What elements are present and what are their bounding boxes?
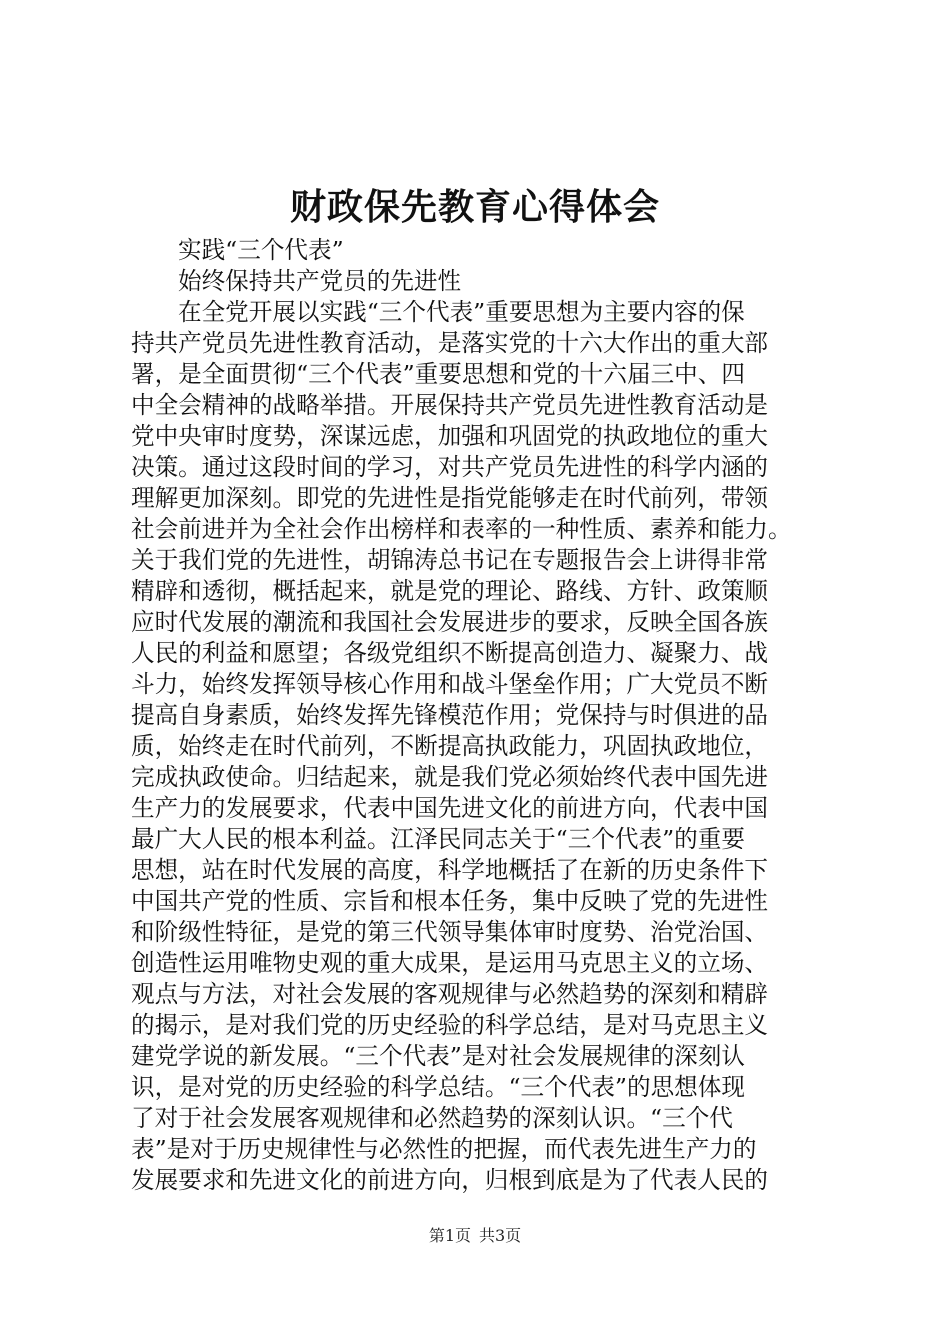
paragraph-line: 决策。通过这段时间的学习，对共产党员先进性的科学内涵的	[131, 453, 769, 481]
paragraph-line: 署，是全面贯彻“三个代表”重要思想和党的十六届三中、四	[131, 360, 745, 388]
paragraph-line: 斗力，始终发挥领导核心作用和战斗堡垒作用；广大党员不断	[131, 670, 769, 698]
paragraph-line: 观点与方法，对社会发展的客观规律与必然趋势的深刻和精辟	[131, 980, 769, 1008]
paragraph-line: 理解更加深刻。即党的先进性是指党能够走在时代前列，带领	[131, 484, 769, 512]
subtitle-line: 实践“三个代表”	[178, 236, 344, 264]
paragraph-line: 识，是对党的历史经验的科学总结。“三个代表”的思想体现	[131, 1073, 745, 1101]
paragraph-line: 创造性运用唯物史观的重大成果，是运用马克思主义的立场、	[131, 949, 769, 977]
paragraph-line: 思想，站在时代发展的高度，科学地概括了在新的历史条件下	[131, 856, 769, 884]
paragraph-line: 了对于社会发展客观规律和必然趋势的深刻认识。“三个代	[131, 1104, 733, 1132]
paragraph-line: 的揭示，是对我们党的历史经验的科学总结，是对马克思主义	[131, 1011, 769, 1039]
page-number: 第1页	[428, 1226, 471, 1245]
paragraph-line: 关于我们党的先进性，胡锦涛总书记在专题报告会上讲得非常	[131, 546, 769, 574]
paragraph-line: 在全党开展以实践“三个代表”重要思想为主要内容的保	[178, 298, 745, 326]
paragraph-line: 建党学说的新发展。“三个代表”是对社会发展规律的深刻认	[131, 1042, 745, 1070]
document-title: 财政保先教育心得体会	[289, 187, 660, 228]
paragraph-line: 发展要求和先进文化的前进方向，归根到底是为了代表人民的	[131, 1166, 769, 1194]
paragraph-line: 精辟和透彻，概括起来，就是党的理论、路线、方针、政策顺	[131, 577, 769, 605]
paragraph-line: 和阶级性特征，是党的第三代领导集体审时度势、治党治国、	[131, 918, 769, 946]
paragraph-line: 中全会精神的战略举措。开展保持共产党员先进性教育活动是	[131, 391, 769, 419]
paragraph-line: 社会前进并为全社会作出榜样和表率的一种性质、素养和能力。	[131, 515, 792, 543]
paragraph-line: 持共产党员先进性教育活动，是落实党的十六大作出的重大部	[131, 329, 769, 357]
paragraph-line: 中国共产党的性质、宗旨和根本任务，集中反映了党的先进性	[131, 887, 769, 915]
paragraph-line: 人民的利益和愿望；各级党组织不断提高创造力、凝聚力、战	[131, 639, 769, 667]
paragraph-line: 提高自身素质，始终发挥先锋模范作用；党保持与时俱进的品	[131, 701, 769, 729]
paragraph-line: 应时代发展的潮流和我国社会发展进步的要求，反映全国各族	[131, 608, 769, 636]
paragraph-line: 表”是对于历史规律性与必然性的把握，而代表先进生产力的	[131, 1135, 757, 1163]
subtitle-line: 始终保持共产党员的先进性	[178, 267, 462, 295]
page-total: 共3页	[479, 1226, 522, 1245]
paragraph-line: 完成执政使命。归结起来，就是我们党必须始终代表中国先进	[131, 763, 769, 791]
paragraph-line: 党中央审时度势，深谋远虑，加强和巩固党的执政地位的重大	[131, 422, 769, 450]
paragraph-line: 最广大人民的根本利益。江泽民同志关于“三个代表”的重要	[131, 825, 745, 853]
paragraph-line: 质，始终走在时代前列，不断提高执政能力，巩固执政地位，	[131, 732, 769, 760]
document-body	[131, 235, 831, 1196]
paragraph-line: 生产力的发展要求，代表中国先进文化的前进方向，代表中国	[131, 794, 769, 822]
page-footer	[0, 1226, 950, 1246]
